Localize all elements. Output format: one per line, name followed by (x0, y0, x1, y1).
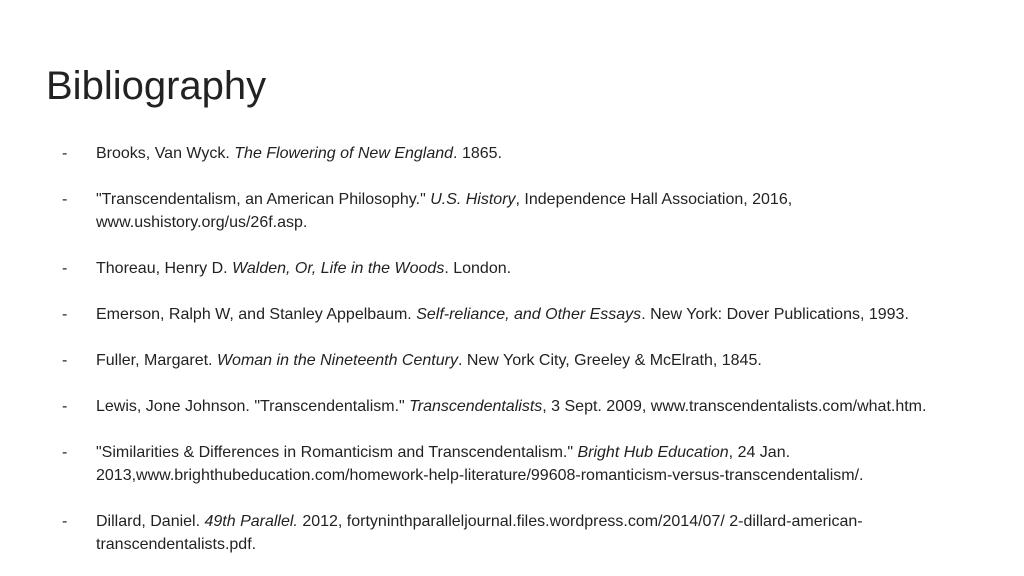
bibliography-entry (0, 142, 1024, 165)
dash-bullet: - (62, 306, 68, 323)
dash-bullet: - (62, 444, 68, 461)
entry-text (96, 191, 792, 231)
entry-text (96, 398, 926, 415)
entry-text (96, 352, 762, 369)
dash-bullet: - (62, 145, 68, 162)
bibliography-entry (0, 510, 1024, 556)
entry-title-italic: Bright Hub Education (577, 444, 729, 461)
entry-text-run: Fuller, Margaret. (96, 352, 217, 369)
entry-text-run: . New York City, Greeley & McElrath, 1845. (457, 352, 762, 369)
entry-text-run: , 24 Jan. 2013,www.brighthubeducation.com/homework-help-literature/99608-romanticism-versus-transcendentalism/. (96, 444, 864, 484)
entry-text-run: . New York: Dover Publications, 1993. (641, 306, 909, 323)
entry-title-italic: Walden, Or, Life in the Woods (232, 260, 445, 277)
entry-title-italic: Self-reliance, and Other Essays (416, 306, 642, 323)
entry-text-run: Brooks, Van Wyck. (96, 145, 235, 162)
entry-text-run: Emerson, Ralph W, and Stanley Appelbaum. (96, 306, 417, 323)
entry-text-run: "Similarities & Differences in Romanticism and Transcendentalism." (96, 444, 578, 461)
entry-text-run: , 3 Sept. 2009, www.transcendentalists.com/what.htm. (542, 398, 927, 415)
bibliography-entry (0, 395, 1024, 418)
entry-text-run: . 1865. (453, 145, 502, 162)
entry-text (96, 260, 511, 277)
entry-text (96, 513, 863, 553)
entry-title-italic: Woman in the Nineteenth Century (216, 352, 458, 369)
bibliography-entry (0, 349, 1024, 372)
dash-bullet: - (62, 260, 68, 277)
entry-title-italic: The Flowering of New England (234, 145, 454, 162)
bibliography-entry (0, 441, 1024, 487)
page-title: Bibliography (46, 64, 267, 108)
dash-bullet: - (62, 513, 68, 530)
entry-text-run: "Transcendentalism, an American Philosophy." (96, 191, 431, 208)
entry-title-italic: 49th Parallel. (204, 513, 298, 530)
entry-text (96, 145, 502, 162)
entry-text-run: 2012, fortyninthparalleljournal.files.wordpress.com/2014/07/ 2-dillard-american-transcendentalists.pdf. (96, 513, 863, 553)
dash-bullet: - (62, 191, 68, 208)
entry-text-run: Thoreau, Henry D. (96, 260, 233, 277)
entry-text-run: . London. (444, 260, 512, 277)
entry-text-run: Lewis, Jone Johnson. "Transcendentalism." (96, 398, 410, 415)
entry-title-italic: U.S. History (430, 191, 516, 208)
bibliography-entry (0, 188, 1024, 234)
bibliography-list (0, 142, 1024, 576)
entry-text-run: , Independence Hall Association, 2016, www.ushistory.org/us/26f.asp. (96, 191, 793, 231)
entry-text (96, 444, 863, 484)
bibliography-entry (0, 257, 1024, 280)
dash-bullet: - (62, 398, 68, 415)
entry-text-run: Dillard, Daniel. (96, 513, 205, 530)
dash-bullet: - (62, 352, 68, 369)
entry-title-italic: Transcendentalists (409, 398, 543, 415)
entry-text (96, 306, 909, 323)
bibliography-entry (0, 303, 1024, 326)
